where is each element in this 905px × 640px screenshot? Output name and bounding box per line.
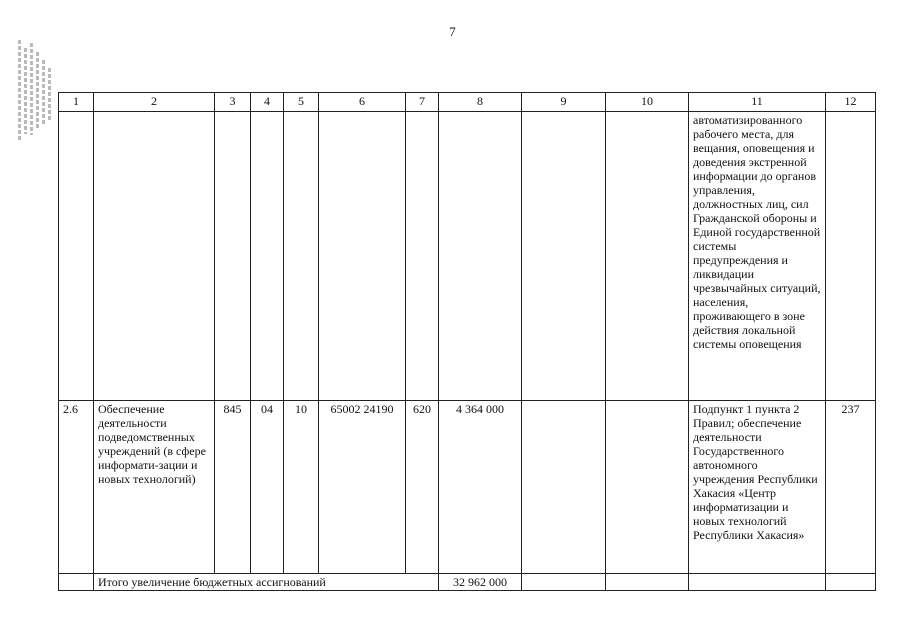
table-cell: автоматизированного рабочего места, для вещания, оповещения и доведения экстренной информации до органов управления, должностных лиц, сил Гражданской обороны и Единой государственной системы предупреждения и ликвидации чрезвычайных ситуаций, населения, проживающего в зоне действия локальной системы оповещения [689,112,826,401]
table-cell [606,574,689,591]
table-cell: 2.6 [59,401,94,574]
table-cell [59,574,94,591]
side-stamp-icon [18,40,58,150]
table-cell [406,112,439,401]
header-cell: 4 [251,93,284,112]
table-cell [522,574,606,591]
table-cell: 04 [251,401,284,574]
header-cell: 2 [94,93,215,112]
table-cell [826,112,876,401]
table-cell [522,112,606,401]
table-cell: 237 [826,401,876,574]
total-label: Итого увеличение бюджетных ассигнований [94,574,439,591]
table-cell [826,574,876,591]
header-cell: 5 [284,93,319,112]
header-cell: 10 [606,93,689,112]
table-cell: 620 [406,401,439,574]
table-cell [215,112,251,401]
table-row [59,112,876,401]
page-number: 7 [449,24,456,39]
table-cell [439,112,522,401]
header-cell: 11 [689,93,826,112]
table-cell [319,112,406,401]
header-cell: 7 [406,93,439,112]
table-cell [59,112,94,401]
total-value: 32 962 000 [439,574,522,591]
header-cell: 1 [59,93,94,112]
total-row [59,574,876,591]
header-cell: 12 [826,93,876,112]
table-cell: Подпункт 1 пункта 2 Правил; обеспечение деятельности Государственного автономного учреждения Республики Хакасия «Центр информатизации и новых технологий Республики Хакасия» [689,401,826,574]
table-cell [251,112,284,401]
table-cell [606,401,689,574]
table-cell: Обеспечение деятельности подведомственных учреждений (в сфере информати-зации и новых технологий) [94,401,215,574]
table-cell: 65002 24190 [319,401,406,574]
budget-table [58,92,876,591]
header-cell: 6 [319,93,406,112]
table-cell: 4 364 000 [439,401,522,574]
table-cell: 845 [215,401,251,574]
header-cell: 3 [215,93,251,112]
table-row [59,401,876,574]
table-cell [522,401,606,574]
table-header-row [59,93,876,112]
table-cell [284,112,319,401]
table-cell: 10 [284,401,319,574]
table-cell [606,112,689,401]
table-cell [689,574,826,591]
header-cell: 8 [439,93,522,112]
table-cell [94,112,215,401]
header-cell: 9 [522,93,606,112]
